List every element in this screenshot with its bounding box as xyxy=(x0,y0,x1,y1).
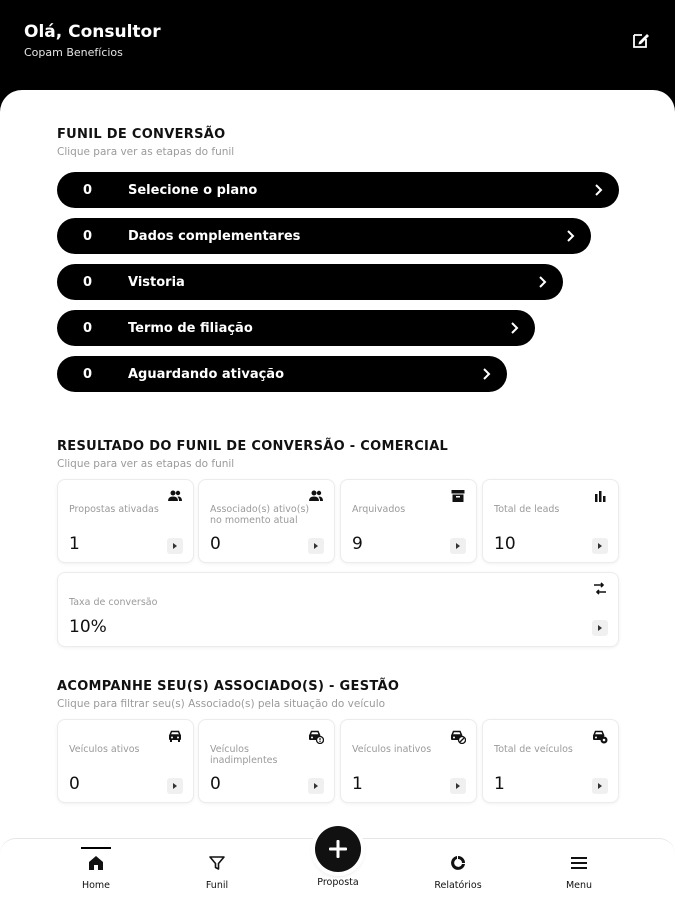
car-off-icon xyxy=(450,728,466,744)
card-total-veiculos[interactable] xyxy=(482,719,619,803)
nav-funil[interactable] xyxy=(172,839,262,900)
nav-label: Funil xyxy=(205,880,229,891)
card-value: 1 xyxy=(69,534,80,554)
card-arrow-button[interactable] xyxy=(592,538,608,554)
funnel-title: FUNIL DE CONVERSÃO xyxy=(57,127,226,142)
card-associados-ativos[interactable] xyxy=(198,479,335,563)
card-label: Veículos inativos xyxy=(352,744,432,755)
associates-subtitle: Clique para filtrar seu(s) Associado(s) pela situação do veículo xyxy=(57,698,386,710)
card-taxa-conversao[interactable] xyxy=(57,572,619,647)
card-label: Total de veículos xyxy=(494,744,573,755)
card-label: Associado(s) ativo(s) no momento atual xyxy=(210,504,310,526)
card-veiculos-inativos[interactable] xyxy=(340,719,477,803)
card-arrow-button[interactable] xyxy=(308,778,324,794)
funnel-subtitle: Clique para ver as etapas do funil xyxy=(57,146,235,158)
car-alert-icon xyxy=(308,728,324,744)
stage-label: Dados complementares xyxy=(128,228,301,244)
chevron-right-icon xyxy=(535,275,549,289)
donut-chart-icon xyxy=(449,854,467,872)
greeting-title: Olá, Consultor xyxy=(24,22,161,42)
card-arrow-button[interactable] xyxy=(450,778,466,794)
card-arrow-button[interactable] xyxy=(592,620,608,636)
card-arrow-button[interactable] xyxy=(450,538,466,554)
active-indicator xyxy=(81,847,111,849)
stage-count: 0 xyxy=(83,274,93,290)
card-value: 1 xyxy=(352,774,363,794)
nav-menu[interactable] xyxy=(534,839,624,900)
card-label: Veículos inadimplentes xyxy=(210,744,278,766)
card-value: 10% xyxy=(69,617,107,637)
archive-icon xyxy=(450,488,466,504)
chevron-right-icon xyxy=(479,367,493,381)
card-value: 10 xyxy=(494,534,516,554)
card-label: Taxa de conversão xyxy=(69,597,158,608)
company-name: Copam Benefícios xyxy=(24,46,123,59)
associates-title: ACOMPANHE SEU(S) ASSOCIADO(S) - GESTÃO xyxy=(57,679,400,694)
nav-home[interactable] xyxy=(51,839,141,900)
card-veiculos-ativos[interactable] xyxy=(57,719,194,803)
chevron-right-icon xyxy=(507,321,521,335)
stage-count: 0 xyxy=(83,366,93,382)
card-label: Veículos ativos xyxy=(69,744,140,755)
funnel-stage-aguardando-ativacao[interactable] xyxy=(57,356,507,392)
car-settings-icon xyxy=(592,728,608,744)
funnel-stage-dados-complementares[interactable] xyxy=(57,218,591,254)
bar-chart-icon xyxy=(592,488,608,504)
funnel-stage-termo-filiacao[interactable] xyxy=(57,310,535,346)
stage-label: Vistoria xyxy=(128,274,185,290)
card-value: 1 xyxy=(494,774,505,794)
home-icon xyxy=(87,854,105,872)
stage-count: 0 xyxy=(83,228,93,244)
nav-label: Home xyxy=(81,880,111,891)
results-subtitle: Clique para ver as etapas do funil xyxy=(57,458,235,470)
card-total-leads[interactable] xyxy=(482,479,619,563)
card-value: 9 xyxy=(352,534,363,554)
card-arrow-button[interactable] xyxy=(167,538,183,554)
nav-label-proposta: Proposta xyxy=(317,877,359,888)
card-veiculos-inadimplentes[interactable] xyxy=(198,719,335,803)
card-label: Arquivados xyxy=(352,504,406,515)
card-label: Propostas ativadas xyxy=(69,504,159,515)
results-title: RESULTADO DO FUNIL DE CONVERSÃO - COMERCIAL xyxy=(57,439,449,454)
stage-count: 0 xyxy=(83,182,93,198)
card-value: 0 xyxy=(210,774,221,794)
stage-count: 0 xyxy=(83,320,93,336)
card-value: 0 xyxy=(69,774,80,794)
card-propostas-ativadas[interactable] xyxy=(57,479,194,563)
chevron-right-icon xyxy=(591,183,605,197)
funnel-stage-vistoria[interactable] xyxy=(57,264,563,300)
plus-icon xyxy=(327,838,349,860)
card-arrow-button[interactable] xyxy=(308,538,324,554)
car-icon xyxy=(167,728,183,744)
filter-icon xyxy=(208,854,226,872)
nav-relatorios[interactable] xyxy=(413,839,503,900)
card-arquivados[interactable] xyxy=(340,479,477,563)
nav-label: Menu xyxy=(565,880,593,891)
nav-label: Relatórios xyxy=(434,880,482,891)
swap-icon xyxy=(592,581,608,597)
card-arrow-button[interactable] xyxy=(167,778,183,794)
card-arrow-button[interactable] xyxy=(592,778,608,794)
stage-label: Termo de filiação xyxy=(128,320,253,336)
menu-icon xyxy=(570,854,588,872)
chevron-right-icon xyxy=(563,229,577,243)
edit-icon[interactable] xyxy=(631,30,651,50)
funnel-stage-selecione-plano[interactable] xyxy=(57,172,619,208)
people-icon xyxy=(167,488,183,504)
card-value: 0 xyxy=(210,534,221,554)
card-label: Total de leads xyxy=(494,504,560,515)
people-icon xyxy=(308,488,324,504)
stage-label: Selecione o plano xyxy=(128,182,258,198)
new-proposal-button[interactable] xyxy=(315,826,361,872)
stage-label: Aguardando ativação xyxy=(128,366,284,382)
